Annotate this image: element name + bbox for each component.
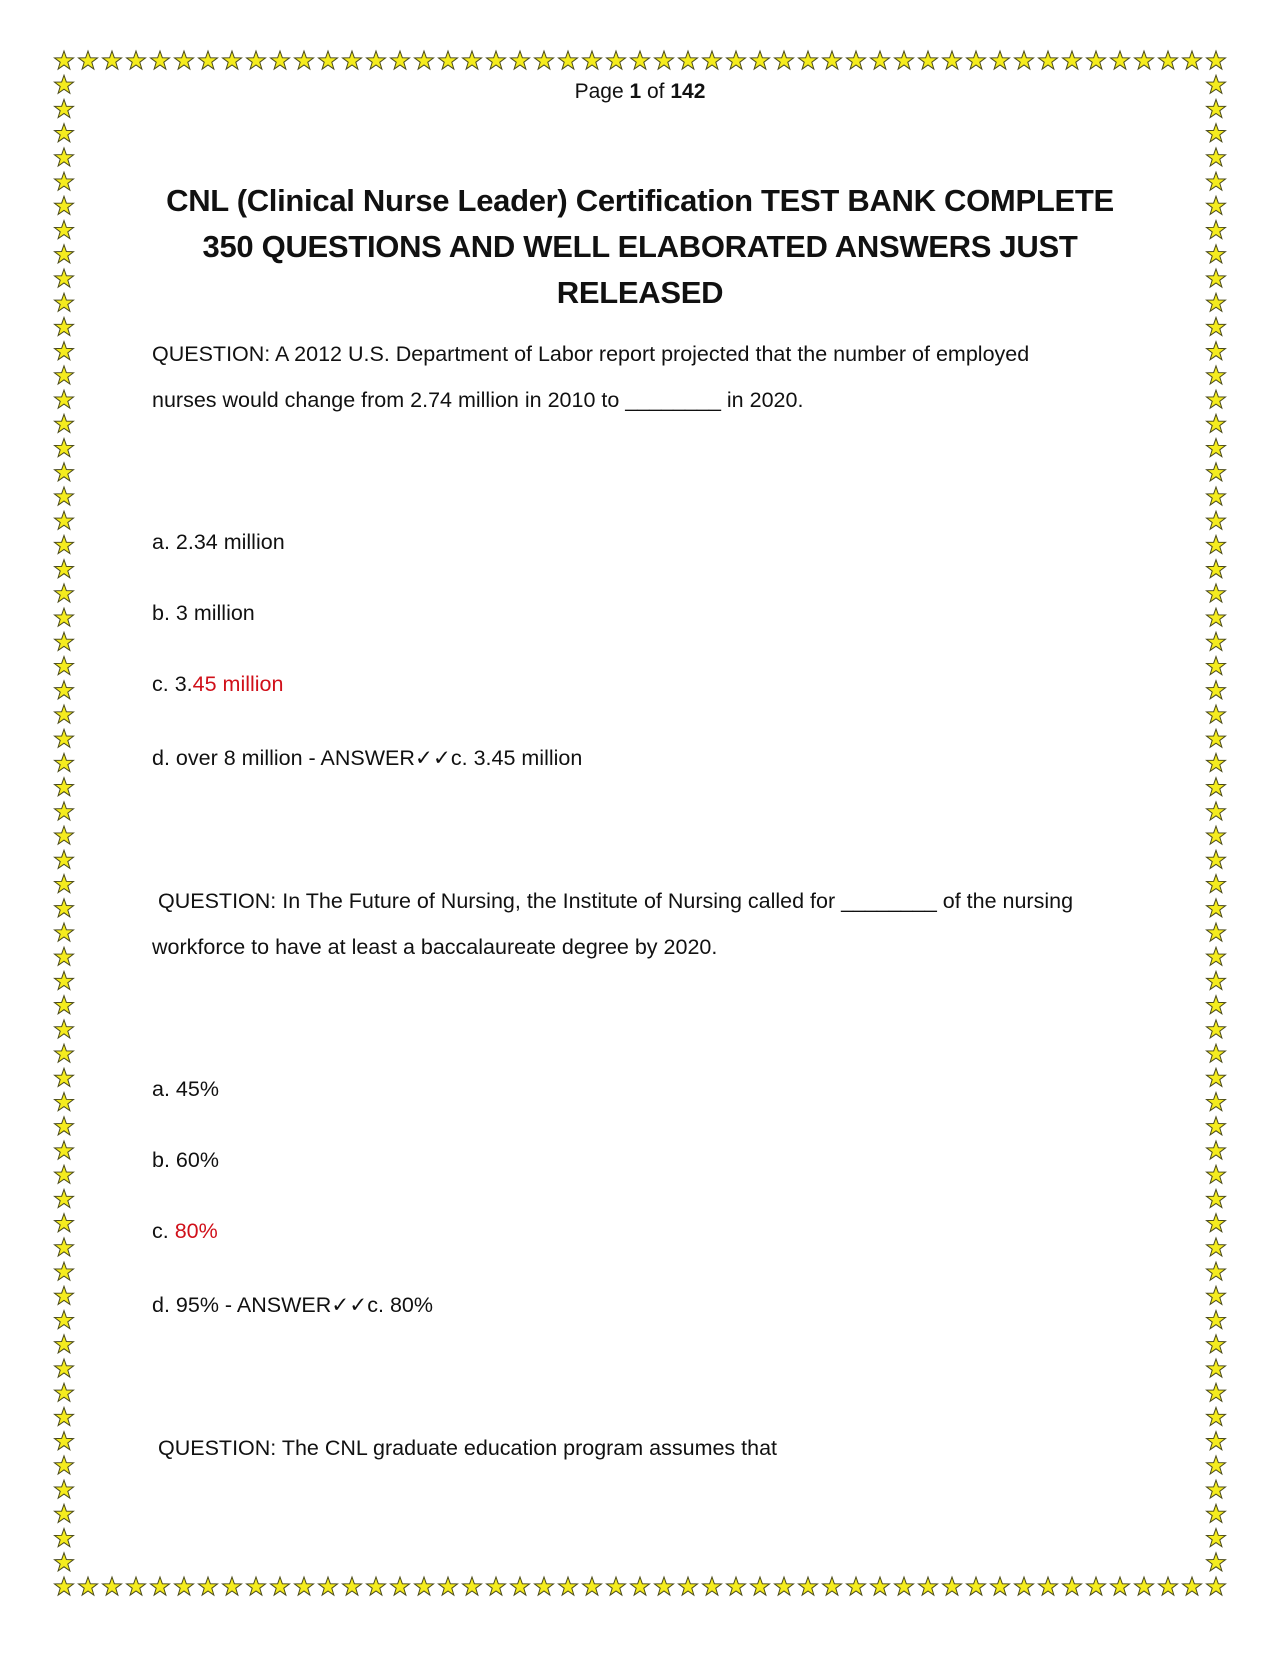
star-icon	[1206, 439, 1225, 457]
star-icon	[798, 51, 817, 69]
star-icon	[1158, 51, 1177, 69]
option-c-prefix: c.	[152, 1219, 175, 1243]
star-icon	[894, 51, 913, 69]
star-icon	[1206, 705, 1225, 723]
question-1-text	[152, 331, 1152, 423]
star-icon	[54, 826, 73, 844]
star-icon	[1206, 753, 1225, 771]
star-icon	[1206, 947, 1225, 965]
star-icon	[54, 1432, 73, 1450]
star-icon	[630, 1577, 649, 1595]
star-icon	[678, 1577, 697, 1595]
question-2-line-1: QUESTION: In The Future of Nursing, the Institute of Nursing called for ________ of the nursing	[158, 889, 1074, 913]
title-line-1: CNL (Clinical Nurse Leader) Certification TEST BANK COMPLETE	[166, 183, 1114, 218]
star-icon	[294, 1577, 313, 1595]
question-2-line-2: workforce to have at least a baccalaureate degree by 2020.	[152, 935, 718, 959]
star-icon	[1158, 1577, 1177, 1595]
star-icon	[390, 1577, 409, 1595]
star-icon	[54, 1311, 73, 1329]
star-icon	[246, 51, 265, 69]
star-icon	[1206, 51, 1225, 69]
question-1-line-2: nurses would change from 2.74 million in 2010 to ________ in 2020.	[152, 388, 804, 412]
star-icon	[54, 342, 73, 360]
star-icon	[1206, 511, 1225, 529]
star-icon	[990, 1577, 1009, 1595]
star-icon	[414, 51, 433, 69]
star-icon	[750, 1577, 769, 1595]
title-line-3: RELEASED	[556, 275, 724, 310]
star-icon	[534, 51, 553, 69]
star-icon	[702, 51, 721, 69]
star-icon	[54, 1189, 73, 1207]
star-icon	[1206, 1238, 1225, 1256]
option-c-highlight: 80%	[174, 1219, 218, 1243]
star-icon	[54, 1529, 73, 1547]
star-icon	[1206, 850, 1225, 868]
star-icon	[54, 729, 73, 747]
star-icon	[54, 487, 73, 505]
star-icon	[1206, 826, 1225, 844]
star-icon	[1110, 1577, 1129, 1595]
star-icon	[126, 1577, 145, 1595]
star-icon	[1206, 487, 1225, 505]
star-icon	[1206, 1577, 1225, 1595]
star-icon	[54, 1214, 73, 1232]
star-icon	[54, 1504, 73, 1522]
star-icon	[606, 51, 625, 69]
star-icon	[222, 1577, 241, 1595]
star-icon	[1206, 1044, 1225, 1062]
star-icon	[1206, 681, 1225, 699]
star-icon	[1206, 1504, 1225, 1522]
star-icon	[1206, 1407, 1225, 1425]
star-icon	[54, 1068, 73, 1086]
star-icon	[54, 1553, 73, 1571]
page-number	[0, 77, 1280, 107]
page-prefix: Page	[574, 80, 624, 103]
star-icon	[846, 51, 865, 69]
star-icon	[54, 632, 73, 650]
star-icon	[54, 439, 73, 457]
question-2-text	[152, 878, 1152, 970]
star-icon	[510, 1577, 529, 1595]
star-icon	[54, 196, 73, 214]
star-icon	[1206, 269, 1225, 287]
star-icon	[1206, 1117, 1225, 1135]
star-icon	[54, 1286, 73, 1304]
star-icon	[918, 51, 937, 69]
star-icon	[1206, 1480, 1225, 1498]
star-icon	[270, 1577, 289, 1595]
question-1-option-c	[152, 669, 283, 699]
star-icon	[54, 1020, 73, 1038]
star-icon	[198, 1577, 217, 1595]
star-icon	[1134, 1577, 1153, 1595]
star-icon	[582, 1577, 601, 1595]
star-icon	[486, 1577, 505, 1595]
star-icon	[150, 1577, 169, 1595]
star-icon	[198, 51, 217, 69]
star-icon	[1206, 657, 1225, 675]
star-icon	[54, 511, 73, 529]
question-2-option-d-answer: d. 95% - ANSWER✓✓c. 80%	[152, 1293, 433, 1317]
star-icon	[438, 51, 457, 69]
star-icon	[54, 560, 73, 578]
star-icon	[1062, 1577, 1081, 1595]
star-icon	[1206, 923, 1225, 941]
star-icon	[54, 245, 73, 263]
star-icon	[1206, 1068, 1225, 1086]
star-icon	[54, 51, 73, 69]
star-icon	[702, 1577, 721, 1595]
star-icon	[1206, 1311, 1225, 1329]
star-icon	[966, 1577, 985, 1595]
star-icon	[54, 899, 73, 917]
star-icon	[1206, 1093, 1225, 1111]
document-title	[140, 178, 1140, 316]
question-1-option-b: b. 3 million	[152, 601, 255, 625]
star-icon	[1014, 1577, 1033, 1595]
star-icon	[1206, 196, 1225, 214]
star-icon	[246, 1577, 265, 1595]
star-icon	[1206, 366, 1225, 384]
star-icon	[54, 1262, 73, 1280]
star-icon	[1206, 899, 1225, 917]
star-icon	[78, 51, 97, 69]
star-icon	[894, 1577, 913, 1595]
star-icon	[1206, 1335, 1225, 1353]
star-icon	[1206, 560, 1225, 578]
star-icon	[54, 971, 73, 989]
star-icon	[1206, 1553, 1225, 1571]
star-icon	[54, 1407, 73, 1425]
question-1-option-a: a. 2.34 million	[152, 530, 285, 554]
star-icon	[1206, 1262, 1225, 1280]
star-icon	[630, 51, 649, 69]
star-icon	[534, 1577, 553, 1595]
star-icon	[54, 608, 73, 626]
star-icon	[222, 51, 241, 69]
star-icon	[1206, 124, 1225, 142]
star-icon	[558, 1577, 577, 1595]
star-icon	[78, 1577, 97, 1595]
star-icon	[126, 51, 145, 69]
star-icon	[1206, 1432, 1225, 1450]
star-icon	[414, 1577, 433, 1595]
star-icon	[774, 1577, 793, 1595]
title-line-2: 350 QUESTIONS AND WELL ELABORATED ANSWERS JUST	[202, 229, 1078, 264]
star-icon	[54, 1238, 73, 1256]
star-icon	[1206, 632, 1225, 650]
star-icon	[1206, 317, 1225, 335]
page-current: 1	[629, 80, 642, 103]
star-icon	[510, 51, 529, 69]
star-icon	[1206, 584, 1225, 602]
star-icon	[1206, 172, 1225, 190]
star-icon	[654, 1577, 673, 1595]
star-icon	[966, 51, 985, 69]
star-icon	[942, 51, 961, 69]
star-icon	[54, 996, 73, 1014]
star-icon	[174, 1577, 193, 1595]
page-of: of	[647, 80, 665, 103]
star-icon	[1110, 51, 1129, 69]
star-icon	[366, 1577, 385, 1595]
star-icon	[1206, 148, 1225, 166]
star-icon	[54, 366, 73, 384]
star-icon	[798, 1577, 817, 1595]
star-icon	[1206, 221, 1225, 239]
star-icon	[1086, 1577, 1105, 1595]
star-icon	[342, 1577, 361, 1595]
star-icon	[462, 1577, 481, 1595]
star-icon	[54, 681, 73, 699]
star-icon	[102, 1577, 121, 1595]
star-icon	[1086, 51, 1105, 69]
star-icon	[1206, 342, 1225, 360]
star-icon	[1182, 51, 1201, 69]
star-icon	[870, 51, 889, 69]
star-icon	[150, 51, 169, 69]
star-icon	[1038, 1577, 1057, 1595]
star-icon	[1134, 51, 1153, 69]
star-icon	[54, 1383, 73, 1401]
star-icon	[1206, 1383, 1225, 1401]
star-icon	[1038, 51, 1057, 69]
star-icon	[1206, 778, 1225, 796]
star-icon	[54, 148, 73, 166]
star-icon	[54, 923, 73, 941]
star-icon	[486, 51, 505, 69]
star-icon	[462, 51, 481, 69]
star-icon	[1062, 51, 1081, 69]
star-icon	[54, 317, 73, 335]
star-icon	[54, 875, 73, 893]
star-icon	[54, 1456, 73, 1474]
star-icon	[1206, 535, 1225, 553]
star-icon	[1206, 996, 1225, 1014]
star-icon	[1206, 1286, 1225, 1304]
star-icon	[606, 1577, 625, 1595]
star-icon	[54, 753, 73, 771]
star-icon	[1206, 1359, 1225, 1377]
star-icon	[1206, 414, 1225, 432]
star-icon	[54, 221, 73, 239]
star-icon	[54, 947, 73, 965]
star-icon	[678, 51, 697, 69]
star-icon	[366, 51, 385, 69]
star-icon	[54, 1117, 73, 1135]
star-icon	[1014, 51, 1033, 69]
star-icon	[54, 463, 73, 481]
star-icon	[918, 1577, 937, 1595]
star-icon	[54, 1577, 73, 1595]
question-1-line-1: QUESTION: A 2012 U.S. Department of Labor report projected that the number of employed	[152, 342, 1030, 366]
star-icon	[726, 51, 745, 69]
star-icon	[1206, 1529, 1225, 1547]
star-icon	[822, 1577, 841, 1595]
star-icon	[54, 269, 73, 287]
star-icon	[870, 1577, 889, 1595]
star-icon	[1182, 1577, 1201, 1595]
star-icon	[54, 1480, 73, 1498]
star-icon	[1206, 608, 1225, 626]
star-icon	[1206, 1165, 1225, 1183]
question-3-line-1: QUESTION: The CNL graduate education program assumes that	[158, 1436, 778, 1460]
star-icon	[774, 51, 793, 69]
star-icon	[54, 414, 73, 432]
star-icon	[1206, 802, 1225, 820]
star-icon	[990, 51, 1009, 69]
star-icon	[54, 1359, 73, 1377]
page-total: 142	[670, 80, 706, 103]
star-icon	[1206, 390, 1225, 408]
star-icon	[54, 657, 73, 675]
star-icon	[942, 1577, 961, 1595]
star-icon	[822, 51, 841, 69]
star-icon	[342, 51, 361, 69]
question-2-option-b: b. 60%	[152, 1148, 219, 1172]
star-icon	[54, 1141, 73, 1159]
star-icon	[1206, 1189, 1225, 1207]
star-icon	[54, 802, 73, 820]
star-icon	[1206, 463, 1225, 481]
star-icon	[54, 850, 73, 868]
star-icon	[1206, 1141, 1225, 1159]
star-icon	[582, 51, 601, 69]
star-icon	[438, 1577, 457, 1595]
star-icon	[54, 584, 73, 602]
star-icon	[270, 51, 289, 69]
star-icon	[1206, 1456, 1225, 1474]
star-icon	[726, 1577, 745, 1595]
option-c-prefix: c. 3.	[152, 672, 193, 696]
star-icon	[1206, 293, 1225, 311]
star-icon	[654, 51, 673, 69]
star-icon	[1206, 971, 1225, 989]
star-icon	[318, 1577, 337, 1595]
star-icon	[54, 778, 73, 796]
question-2-option-c	[152, 1216, 218, 1246]
star-icon	[1206, 1214, 1225, 1232]
star-icon	[54, 390, 73, 408]
star-icon	[846, 1577, 865, 1595]
star-icon	[318, 51, 337, 69]
question-3-text	[158, 1425, 1158, 1471]
star-icon	[102, 51, 121, 69]
star-icon	[1206, 245, 1225, 263]
star-icon	[54, 1093, 73, 1111]
star-icon	[294, 51, 313, 69]
star-icon	[54, 124, 73, 142]
star-icon	[390, 51, 409, 69]
star-icon	[54, 172, 73, 190]
question-2-option-a: a. 45%	[152, 1077, 219, 1101]
star-icon	[54, 705, 73, 723]
star-icon	[1206, 729, 1225, 747]
question-1-option-d-answer: d. over 8 million - ANSWER✓✓c. 3.45 million	[152, 746, 583, 770]
star-icon	[558, 51, 577, 69]
star-icon	[54, 1165, 73, 1183]
option-c-highlight: 45 million	[192, 672, 284, 696]
star-icon	[54, 293, 73, 311]
star-icon	[54, 1044, 73, 1062]
star-icon	[750, 51, 769, 69]
star-icon	[54, 1335, 73, 1353]
star-icon	[54, 535, 73, 553]
star-icon	[174, 51, 193, 69]
star-icon	[1206, 1020, 1225, 1038]
star-icon	[1206, 875, 1225, 893]
